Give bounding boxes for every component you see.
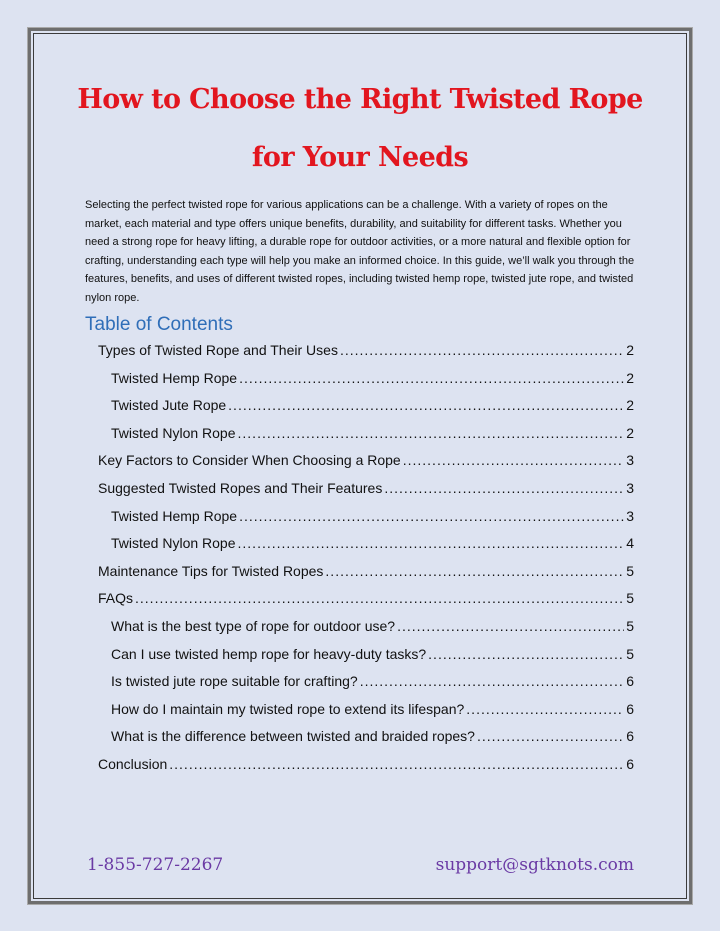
toc-entry-page: 2 <box>626 342 634 358</box>
toc-entry-label: What is the best type of rope for outdoor use? <box>111 618 396 634</box>
toc-entry-page: 3 <box>626 507 634 524</box>
toc-entry[interactable] <box>98 342 634 362</box>
toc-entry[interactable] <box>98 480 634 500</box>
toc-entry-label: Twisted Hemp Rope <box>111 369 238 386</box>
toc-leader-dots <box>466 701 624 717</box>
toc-entry-label: Is twisted jute rope suitable for crafting? <box>111 673 358 690</box>
toc-leader-dots <box>228 397 624 413</box>
toc-entry-label: Twisted Hemp Rope <box>111 507 238 524</box>
toc-heading: Table of Contents <box>85 314 233 335</box>
toc-leader-dots <box>397 618 624 634</box>
toc-entry-page: 3 <box>626 480 634 496</box>
toc-leader-dots <box>238 535 625 551</box>
toc-entry-label: Twisted Nylon Rope <box>111 424 236 441</box>
toc-entry-page: 6 <box>626 700 634 717</box>
toc-entry-label: Conclusion <box>98 756 168 772</box>
footer-phone[interactable]: 1-855-727-2267 <box>87 855 224 875</box>
toc-entry-page: 5 <box>626 618 634 634</box>
footer-email[interactable]: support@sgtknots.com <box>435 855 634 875</box>
document-title-line2: for Your Needs <box>251 142 469 173</box>
toc-entry-page: 2 <box>626 369 634 386</box>
toc-entry-page: 5 <box>626 562 634 579</box>
toc-leader-dots <box>384 480 624 496</box>
toc-entry-page: 4 <box>626 535 634 552</box>
toc-entry-page: 3 <box>626 452 634 469</box>
toc-entry-page: 6 <box>626 756 634 772</box>
toc-entry-label: Twisted Jute Rope <box>111 397 227 414</box>
toc-entry[interactable] <box>111 646 634 666</box>
toc-entry[interactable] <box>111 508 634 528</box>
toc-entry-label: Types of Twisted Rope and Their Uses <box>98 342 338 358</box>
toc-entry-page: 2 <box>626 424 634 441</box>
toc-entry-page: 5 <box>626 645 634 662</box>
toc-entry-label: Suggested Twisted Ropes and Their Features <box>98 480 383 496</box>
toc-entry[interactable] <box>111 425 634 445</box>
toc-entry[interactable] <box>98 452 634 472</box>
toc-entry[interactable] <box>98 590 634 610</box>
toc-entry[interactable] <box>111 397 634 417</box>
toc-leader-dots <box>239 508 624 524</box>
toc-leader-dots <box>477 728 624 744</box>
toc-entry-label: Twisted Nylon Rope <box>111 535 236 552</box>
toc-entry[interactable] <box>111 535 634 555</box>
toc-leader-dots <box>135 590 624 606</box>
toc-entry[interactable] <box>111 701 634 721</box>
toc-leader-dots <box>428 646 624 662</box>
toc-entry[interactable] <box>98 756 634 776</box>
toc-leader-dots <box>238 425 625 441</box>
toc-entry[interactable] <box>111 370 634 390</box>
toc-leader-dots <box>239 370 624 386</box>
intro-paragraph: Selecting the perfect twisted rope for various applications can be a challenge. With a variety of ropes on the market, each material and type offers unique benefits, durability, and suitability for different tasks. Whether you need a strong rope for heavy lifting, a durable rope for outdoor activities, or a more natural and flexible option for crafting, understanding each type will help you make an informed choice. In this guide, we’ll walk you through the features, benefits, and uses of different twisted ropes, including twisted hemp rope, twisted jute rope, and twisted nylon rope. <box>85 199 635 304</box>
toc-leader-dots <box>325 563 624 579</box>
toc-leader-dots <box>403 452 624 468</box>
toc-entry[interactable] <box>111 728 634 748</box>
toc-entry-page: 2 <box>626 397 634 414</box>
toc-entry-label: How do I maintain my twisted rope to extend its lifespan? <box>111 700 465 717</box>
toc-entry-label: What is the difference between twisted and braided ropes? <box>111 728 475 745</box>
toc-entry-page: 5 <box>626 590 634 607</box>
toc-leader-dots <box>169 756 624 772</box>
toc-entry-label: FAQs <box>98 590 134 607</box>
document-title-line1: How to Choose the Right Twisted Rope <box>77 84 643 115</box>
toc-entry[interactable] <box>111 618 634 638</box>
toc-entry[interactable] <box>98 563 634 583</box>
toc-entry-label: Can I use twisted hemp rope for heavy-duty tasks? <box>111 645 427 662</box>
toc-entry-label: Maintenance Tips for Twisted Ropes <box>98 562 324 579</box>
toc-leader-dots <box>360 673 625 689</box>
toc-entry-page: 6 <box>626 728 634 745</box>
toc-entry-label: Key Factors to Consider When Choosing a Rope <box>98 452 401 469</box>
toc-entry[interactable] <box>111 673 634 693</box>
toc-entry-page: 6 <box>626 673 634 690</box>
toc-leader-dots <box>340 342 624 358</box>
